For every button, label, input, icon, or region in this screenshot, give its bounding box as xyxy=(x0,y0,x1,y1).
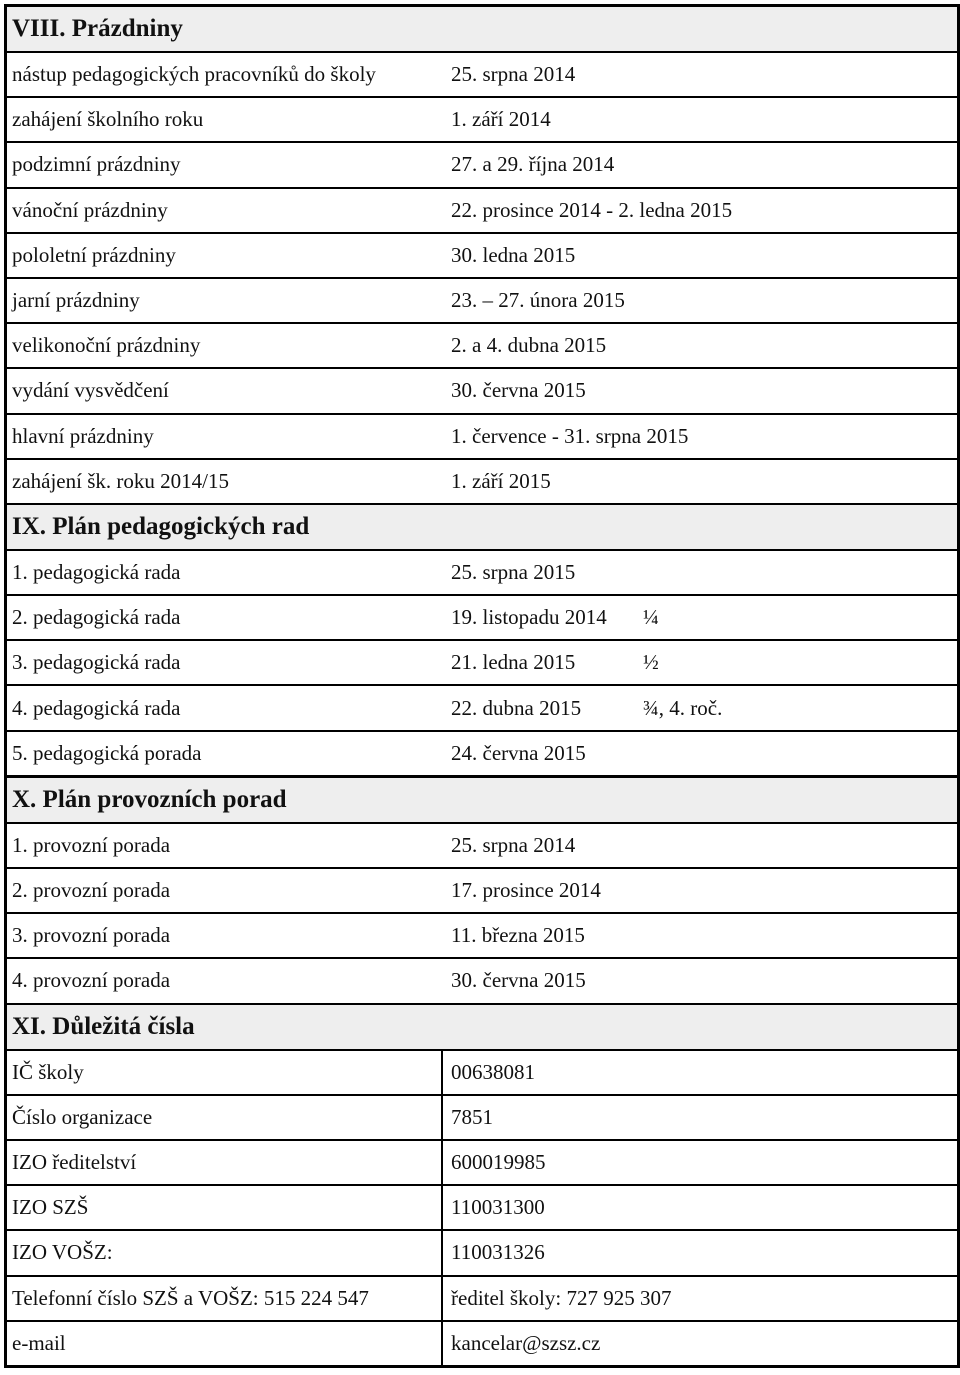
row-value: 00638081 xyxy=(451,1059,535,1084)
row-value: 17. prosince 2014 xyxy=(451,878,601,903)
row-value: 2. a 4. dubna 2015 xyxy=(451,333,607,358)
section-header xyxy=(7,1003,957,1049)
table-row xyxy=(7,822,957,867)
table-row xyxy=(7,1275,957,1320)
row-label: 4. provozní porada xyxy=(12,968,171,993)
row-value: 25. srpna 2014 xyxy=(451,832,576,857)
row-label: 2. provozní porada xyxy=(12,878,171,903)
row-label: 2. pedagogická rada xyxy=(12,605,181,630)
table-row xyxy=(7,1184,957,1229)
row-value: 22. prosince 2014 - 2. ledna 2015 xyxy=(451,197,733,222)
section-title: VIII. Prázdniny xyxy=(12,15,183,42)
table-row xyxy=(7,730,957,775)
row-value: 19. listopadu 2014 xyxy=(451,605,607,630)
table-row xyxy=(7,1049,957,1094)
table-row xyxy=(7,1094,957,1139)
row-value: 7851 xyxy=(451,1104,493,1129)
row-value: 110031326 xyxy=(451,1240,545,1265)
row-value: 30. června 2015 xyxy=(451,378,586,403)
row-value: 600019985 xyxy=(451,1150,546,1175)
row-label: jarní prázdniny xyxy=(12,288,140,313)
row-value: 22. dubna 2015 xyxy=(451,695,582,720)
row-label: 1. provozní porada xyxy=(12,832,171,857)
table-row xyxy=(7,549,957,594)
table-row xyxy=(7,141,957,186)
table-row xyxy=(7,684,957,729)
row-label: vánoční prázdniny xyxy=(12,197,168,222)
row-value: 25. srpna 2014 xyxy=(451,62,576,87)
section-header xyxy=(7,503,957,549)
row-value: 30. června 2015 xyxy=(451,968,586,993)
row-label: 5. pedagogická porada xyxy=(12,740,202,765)
table-row xyxy=(7,912,957,957)
row-value: 25. srpna 2015 xyxy=(451,559,576,584)
row-note: ½ xyxy=(643,650,659,675)
row-label: nástup pedagogických pracovníků do školy xyxy=(12,62,376,87)
table-row xyxy=(7,367,957,412)
table-row xyxy=(7,1320,957,1365)
row-value: 23. – 27. února 2015 xyxy=(451,288,625,313)
row-label: Číslo organizace xyxy=(7,1096,443,1139)
table-row xyxy=(7,413,957,458)
row-label: 3. provozní porada xyxy=(12,923,171,948)
row-label: e-mail xyxy=(7,1322,443,1365)
row-value: 1. září 2014 xyxy=(451,107,551,132)
section-header xyxy=(7,775,957,822)
table-row xyxy=(7,322,957,367)
table-row xyxy=(7,187,957,232)
table-row xyxy=(7,51,957,96)
row-value: 21. ledna 2015 xyxy=(451,650,576,675)
row-value: ředitel školy: 727 925 307 xyxy=(451,1285,672,1310)
row-label: IZO VOŠZ: xyxy=(7,1231,443,1274)
table-row xyxy=(7,594,957,639)
row-label: 4. pedagogická rada xyxy=(12,695,181,720)
row-label: hlavní prázdniny xyxy=(12,423,154,448)
table-row xyxy=(7,232,957,277)
table-row xyxy=(7,639,957,684)
document-table xyxy=(4,4,960,1368)
row-label: velikonoční prázdniny xyxy=(12,333,201,358)
row-value: 30. ledna 2015 xyxy=(451,242,576,267)
row-note: ¼ xyxy=(643,605,659,630)
row-label: zahájení šk. roku 2014/15 xyxy=(12,468,229,493)
row-note: ¾, 4. roč. xyxy=(643,695,723,720)
row-label: Telefonní číslo SZŠ a VOŠZ: 515 224 547 xyxy=(7,1277,443,1320)
table-row xyxy=(7,1139,957,1184)
section-header xyxy=(7,7,957,51)
row-value: 11. března 2015 xyxy=(451,923,585,948)
table-row xyxy=(7,867,957,912)
row-value: 1. července - 31. srpna 2015 xyxy=(451,423,689,448)
table-row xyxy=(7,1229,957,1274)
section-title: X. Plán provozních porad xyxy=(12,785,287,813)
row-label: IZO ředitelství xyxy=(7,1141,443,1184)
row-value: 27. a 29. října 2014 xyxy=(451,152,615,177)
table-row xyxy=(7,458,957,503)
row-label: podzimní prázdniny xyxy=(12,152,181,177)
row-label: IZO SZŠ xyxy=(7,1186,443,1229)
section-title: XI. Důležitá čísla xyxy=(12,1012,195,1040)
section-title: IX. Plán pedagogických rad xyxy=(12,512,310,540)
row-label: pololetní prázdniny xyxy=(12,242,176,267)
table-row xyxy=(7,277,957,322)
row-value: 110031300 xyxy=(451,1195,545,1220)
row-value: 1. září 2015 xyxy=(451,468,551,493)
row-label: zahájení školního roku xyxy=(12,107,204,132)
table-row xyxy=(7,96,957,141)
row-label: 3. pedagogická rada xyxy=(12,650,181,675)
row-label: IČ školy xyxy=(7,1051,443,1094)
row-label: vydání vysvědčení xyxy=(12,378,169,403)
row-value: kancelar@szsz.cz xyxy=(451,1330,601,1355)
table-row xyxy=(7,957,957,1002)
row-label: 1. pedagogická rada xyxy=(12,559,181,584)
row-value: 24. června 2015 xyxy=(451,740,586,765)
